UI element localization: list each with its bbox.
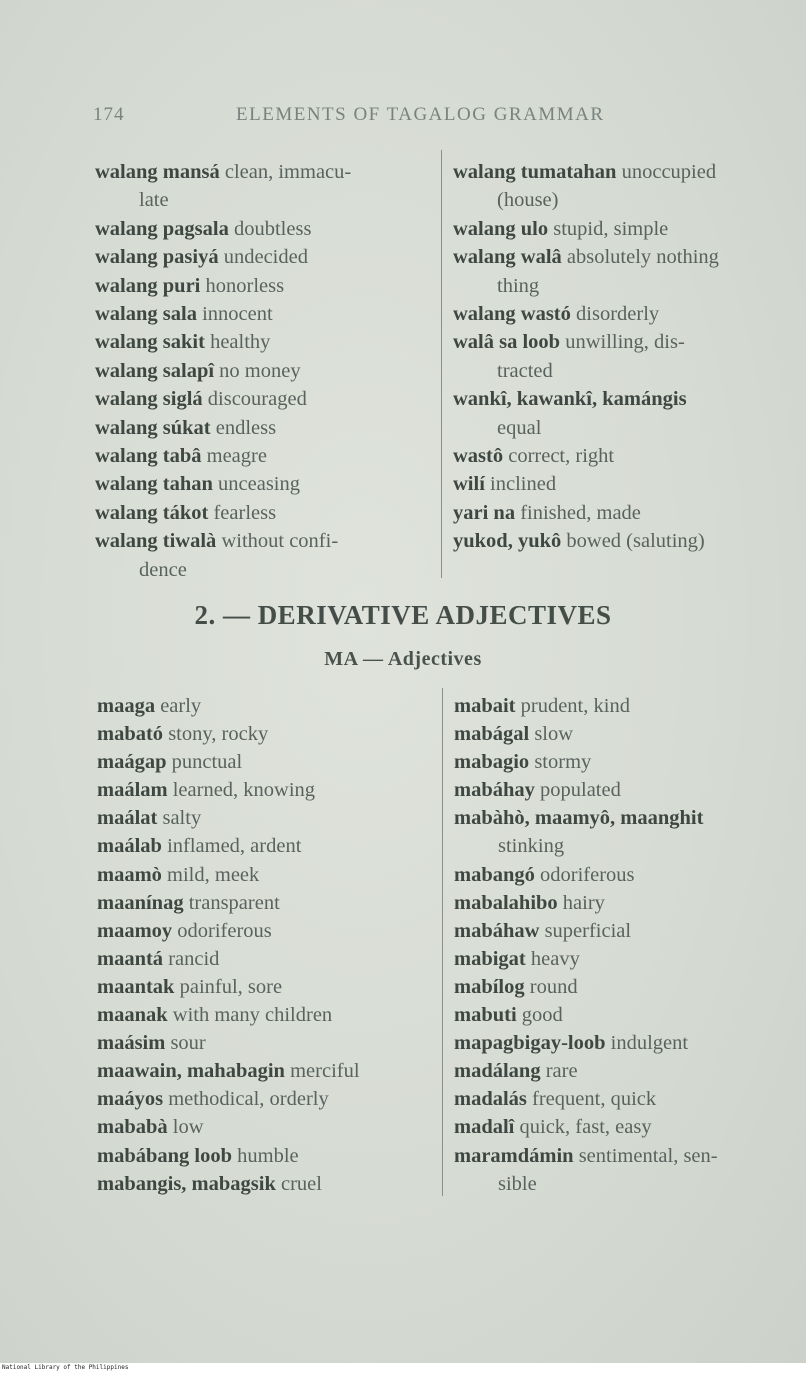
entry-term: walang siglá (95, 388, 203, 411)
entry-term: walang pagsala (95, 217, 229, 240)
entry-continuation (95, 186, 430, 214)
entry-definition: absolutely nothing (566, 246, 719, 269)
word-entry (97, 973, 432, 1001)
word-entry (453, 328, 793, 356)
word-entry (97, 804, 432, 832)
word-entry (97, 1085, 432, 1113)
entry-term: mabáhaw (454, 919, 540, 942)
entry-definition: odoriferous (540, 863, 635, 886)
entry-definition: thing (497, 274, 540, 297)
entry-definition: unwilling, dis- (565, 331, 685, 354)
word-entry (454, 720, 794, 748)
entry-term: wilí (453, 473, 485, 496)
word-entry (453, 243, 793, 271)
entry-term: walang salapî (95, 359, 215, 382)
word-entry (95, 414, 430, 442)
entry-definition: humble (237, 1144, 299, 1167)
word-entry (453, 158, 793, 186)
entry-term: madalás (454, 1088, 527, 1111)
word-entry (97, 1170, 432, 1198)
running-title: ELEMENTS OF TAGALOG GRAMMAR (236, 104, 605, 125)
entry-definition: unceasing (218, 473, 301, 496)
entry-definition: endless (215, 416, 277, 439)
entry-definition: superficial (544, 919, 632, 942)
word-entry (95, 215, 430, 243)
word-entry (97, 1057, 432, 1085)
word-entry (453, 385, 793, 413)
entry-term: maanak (97, 1004, 168, 1027)
entry-continuation (95, 556, 430, 584)
entry-definition: discouraged (207, 388, 307, 411)
word-entry (454, 1001, 794, 1029)
entry-term: walang pasiyá (95, 246, 219, 269)
word-entry (95, 442, 430, 470)
glossary-column-left (95, 158, 430, 584)
entry-term: maálat (97, 807, 158, 830)
word-entry (97, 776, 432, 804)
column-divider (441, 150, 442, 578)
entry-definition: low (172, 1116, 204, 1139)
entry-term: walang mansá (95, 161, 220, 183)
entry-definition: meagre (206, 445, 267, 468)
running-head (93, 104, 693, 130)
entry-term: maálab (97, 835, 162, 858)
word-entry (454, 1142, 794, 1170)
entry-term: yukod, yukô (453, 530, 562, 553)
entry-definition: undecided (223, 246, 308, 269)
entry-term: walâ sa loob (453, 331, 561, 354)
entry-continuation (453, 272, 793, 300)
entry-term: walang tahan (95, 473, 213, 496)
entry-term: mabáhay (454, 779, 535, 802)
entry-definition: bowed (saluting) (566, 530, 705, 553)
column-divider (442, 688, 443, 1196)
entry-term: walang sala (95, 303, 197, 326)
entry-term: mabigat (454, 947, 526, 970)
entry-term: maásim (97, 1032, 166, 1055)
entry-term: yari na (453, 501, 516, 524)
entry-definition: late (139, 189, 169, 212)
entry-definition: stony, rocky (168, 723, 269, 746)
entry-definition: sible (498, 1172, 537, 1195)
word-entry (97, 692, 432, 720)
entry-continuation (453, 186, 793, 214)
entry-term: mabágal (454, 723, 530, 746)
entry-definition: indulgent (610, 1032, 689, 1055)
entry-term: walang súkat (95, 416, 211, 439)
word-entry (454, 692, 794, 720)
entry-term: maawain, mahabagin (97, 1060, 285, 1083)
entry-term: walang tákot (95, 501, 209, 524)
entry-definition: rancid (168, 947, 220, 970)
word-entry (97, 1113, 432, 1141)
entry-definition: prudent, kind (520, 695, 630, 717)
entry-term: walang sakit (95, 331, 205, 354)
entry-definition: equal (497, 416, 542, 439)
entry-term: maamoy (97, 919, 173, 942)
entry-definition: without confi- (221, 530, 339, 553)
word-entry (95, 243, 430, 271)
word-entry (454, 804, 794, 832)
entry-definition: dence (139, 558, 187, 581)
word-entry (95, 357, 430, 385)
subsection-title: MA — Adjectives (324, 648, 482, 670)
entry-term: walang tumatahan (453, 161, 617, 183)
entry-term: mabait (454, 695, 516, 717)
entry-term: wankî, kawankî, kamángis (453, 388, 687, 411)
glossary-column-right (453, 158, 793, 556)
entry-definition: sentimental, sen- (578, 1144, 718, 1167)
entry-definition: fearless (213, 501, 277, 524)
entry-term: maramdámin (454, 1144, 574, 1167)
entry-term: maantak (97, 975, 175, 998)
adjective-column-left (97, 692, 432, 1198)
entry-definition: early (160, 695, 202, 717)
entry-definition: no money (219, 359, 301, 382)
library-credit: National Library of the Philippines (2, 1364, 129, 1371)
word-entry (454, 1029, 794, 1057)
entry-definition: mild, meek (167, 863, 260, 886)
section-title: 2. — DERIVATIVE ADJECTIVES (194, 600, 612, 630)
entry-term: maamò (97, 863, 162, 886)
word-entry (454, 1113, 794, 1141)
entry-definition: tracted (497, 359, 553, 382)
entry-definition: slow (534, 723, 574, 746)
word-entry (453, 470, 793, 498)
word-entry (454, 1057, 794, 1085)
word-entry (97, 945, 432, 973)
word-entry (453, 442, 793, 470)
word-entry (95, 158, 430, 186)
word-entry (97, 748, 432, 776)
entry-definition: with many children (172, 1004, 333, 1027)
entry-term: walang ulo (453, 217, 549, 240)
entry-term: mabató (97, 723, 164, 746)
word-entry (95, 385, 430, 413)
entry-term: walang tiwalà (95, 530, 217, 553)
entry-definition: innocent (202, 303, 273, 326)
entry-definition: healthy (210, 331, 271, 354)
entry-definition: correct, right (508, 445, 615, 468)
entry-term: maantá (97, 947, 164, 970)
word-entry (454, 861, 794, 889)
entry-definition: honorless (205, 274, 285, 297)
word-entry (97, 889, 432, 917)
page-number: 174 (93, 104, 125, 125)
word-entry (454, 1085, 794, 1113)
entry-definition: inclined (490, 473, 557, 496)
entry-continuation (453, 357, 793, 385)
word-entry (97, 832, 432, 860)
entry-term: mabalahibo (454, 891, 558, 914)
entry-term: walang walâ (453, 246, 562, 269)
entry-term: wastô (453, 445, 504, 468)
entry-definition: heavy (530, 947, 580, 970)
word-entry (454, 776, 794, 804)
entry-definition: methodical, orderly (168, 1088, 329, 1111)
entry-term: mabagio (454, 751, 530, 774)
word-entry (454, 945, 794, 973)
entry-definition: inflamed, ardent (167, 835, 302, 858)
entry-term: madálang (454, 1060, 541, 1083)
word-entry (453, 300, 793, 328)
entry-definition: stormy (534, 751, 592, 774)
word-entry (95, 470, 430, 498)
entry-definition: merciful (290, 1060, 360, 1083)
entry-term: walang puri (95, 274, 201, 297)
word-entry (97, 1142, 432, 1170)
word-entry (453, 499, 793, 527)
entry-definition: learned, knowing (172, 779, 316, 802)
entry-term: mabàhò, maamyô, maanghit (454, 807, 704, 830)
word-entry (454, 889, 794, 917)
entry-term: mabábang loob (97, 1144, 233, 1167)
entry-term: maágap (97, 751, 167, 774)
entry-definition: rare (545, 1060, 578, 1083)
entry-term: mabuti (454, 1004, 517, 1027)
entry-definition: stupid, simple (553, 217, 669, 240)
word-entry (97, 861, 432, 889)
word-entry (95, 328, 430, 356)
word-entry (97, 1029, 432, 1057)
entry-term: walang wastó (453, 303, 571, 326)
entry-definition: cruel (280, 1172, 322, 1195)
word-entry (453, 215, 793, 243)
entry-term: maáyos (97, 1088, 164, 1111)
word-entry (97, 1001, 432, 1029)
word-entry (97, 720, 432, 748)
entry-term: walang tabâ (95, 445, 202, 468)
entry-term: maálam (97, 779, 168, 802)
entry-definition: painful, sore (179, 975, 283, 998)
word-entry (453, 527, 793, 555)
entry-term: maanínag (97, 891, 184, 914)
entry-definition: doubtless (233, 217, 312, 240)
entry-definition: clean, immacu- (224, 161, 352, 183)
entry-definition: populated (540, 779, 621, 802)
entry-continuation (454, 1170, 794, 1198)
entry-definition: unoccupied (621, 161, 717, 183)
entry-definition: odoriferous (177, 919, 272, 942)
entry-definition: salty (162, 807, 202, 830)
entry-definition: (house) (497, 189, 559, 212)
entry-term: mabangis, mabagsik (97, 1172, 276, 1195)
word-entry (454, 917, 794, 945)
entry-definition: stinking (498, 835, 565, 858)
entry-term: mababà (97, 1116, 168, 1139)
entry-definition: frequent, quick (532, 1088, 657, 1111)
word-entry (95, 272, 430, 300)
entry-definition: round (529, 975, 578, 998)
entry-definition: punctual (171, 751, 243, 774)
entry-term: mabangó (454, 863, 535, 886)
entry-definition: transparent (188, 891, 280, 914)
entry-continuation (453, 414, 793, 442)
entry-definition: hairy (562, 891, 605, 914)
entry-definition: disorderly (576, 303, 660, 326)
entry-definition: good (521, 1004, 563, 1027)
word-entry (454, 973, 794, 1001)
word-entry (95, 300, 430, 328)
word-entry (95, 499, 430, 527)
entry-definition: quick, fast, easy (519, 1116, 652, 1139)
entry-term: maaga (97, 695, 156, 717)
entry-definition: finished, made (520, 501, 641, 524)
entry-continuation (454, 832, 794, 860)
entry-definition: sour (170, 1032, 206, 1055)
word-entry (454, 748, 794, 776)
adjective-column-right (454, 692, 794, 1198)
entry-term: madalî (454, 1116, 515, 1139)
word-entry (95, 527, 430, 555)
entry-term: mabílog (454, 975, 525, 998)
word-entry (97, 917, 432, 945)
entry-term: mapagbigay-loob (454, 1032, 606, 1055)
